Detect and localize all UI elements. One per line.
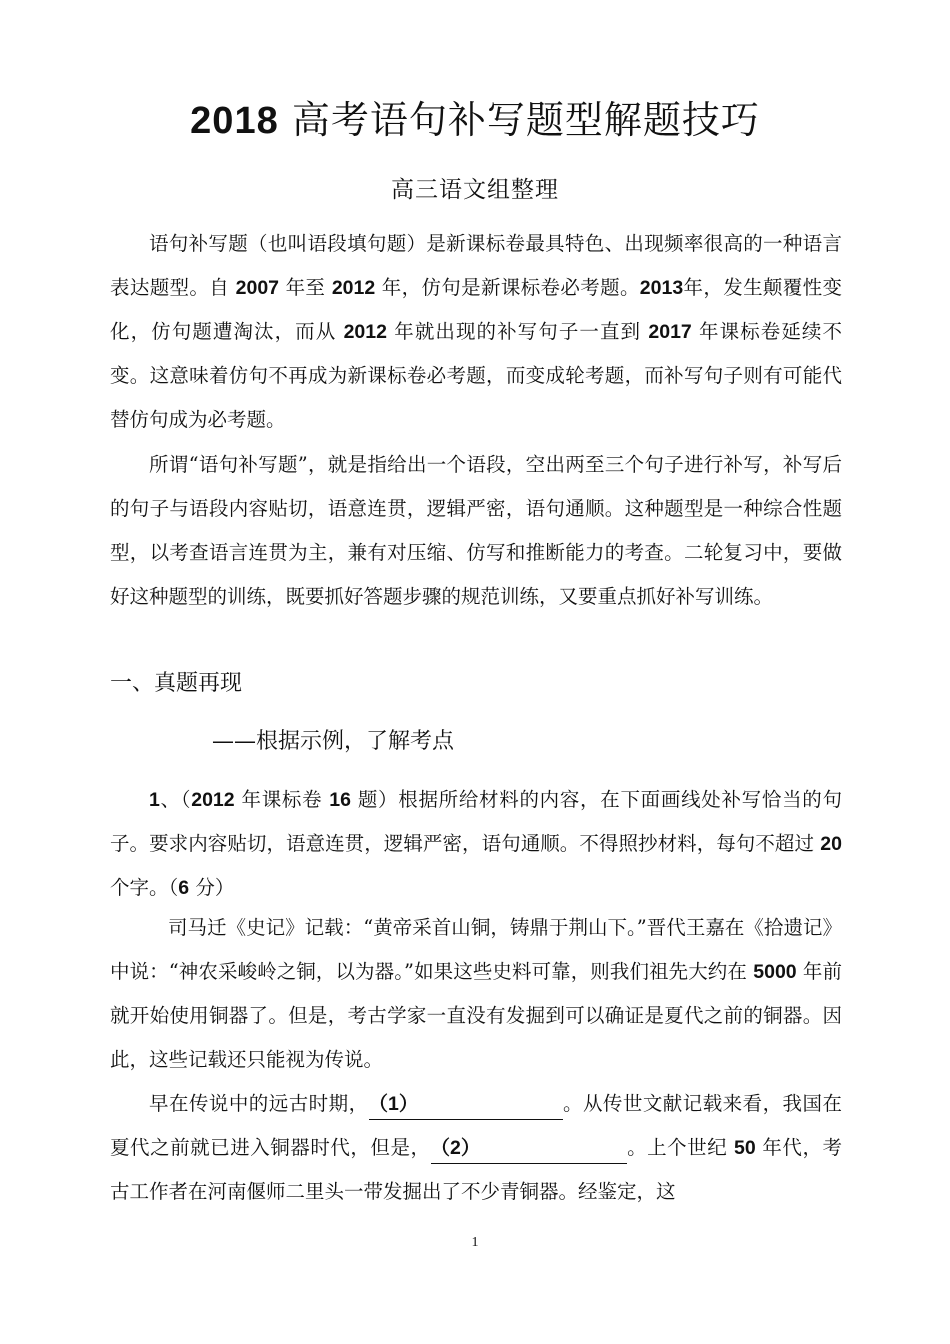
document-title xyxy=(0,92,950,149)
document-subtitle: 高三语文组整理 xyxy=(391,177,559,203)
text-run: 。从传世文献记载来看，我国在夏代之前就已进入铜器时代，但是， xyxy=(110,1092,842,1159)
fill-in-passage xyxy=(110,1082,842,1214)
year-2017: 2017 xyxy=(648,321,692,343)
text-run: 、（ xyxy=(159,788,192,811)
text-run: 年课标卷 xyxy=(234,788,330,811)
text-run: 司马迁《史记》记载：“黄帝采首山铜，铸鼎于荆山下。”晋代王嘉在《拾遗记》中说：“神农采峻岭之铜，以为器。”如果这些史料可靠，则我们祖先大约在 xyxy=(110,916,842,983)
text-run: 个字。（ xyxy=(110,876,179,899)
answer-blank-1[interactable]: （1） xyxy=(369,1089,563,1120)
text-run: 早在传说中的远古时期， xyxy=(149,1092,369,1115)
word-limit: 20 xyxy=(820,833,842,855)
text-run: 年代，考古工作者在河南偃师二里头一带发掘出了不少青铜器。经鉴定，这 xyxy=(110,1136,843,1203)
text-run: 分） xyxy=(189,876,235,899)
text-run: 年，仿句是新课标卷必考题。 xyxy=(375,276,640,299)
decade-value: 50 xyxy=(733,1137,756,1159)
text-run: 年前就开始使用铜器了。但是，考古学家一直没有发掘到可以确证是夏代之前的铜器。因此，这些记载还只能视为传说。 xyxy=(110,960,843,1071)
text-run: 年课标卷延续不变。这意味着仿句不再成为新课标卷必考题，而变成轮考题，而补写句子则有可能代替仿句成为必考题。 xyxy=(110,320,842,431)
question-year: 2012 xyxy=(191,789,235,811)
title-text: 高考语句补写题型解题技巧 xyxy=(291,98,760,142)
section-heading: 一、真题再现 xyxy=(110,671,243,696)
text-run: 题）根据所给材料的内容，在下面画线处补写恰当的句子。要求内容贴切，语意连贯，逻辑严密，语句通顺。不得照抄材料，每句不超过 xyxy=(110,788,842,855)
material-paragraph xyxy=(110,906,842,1082)
page-number: 1 xyxy=(471,1235,479,1250)
year-2012-b: 2012 xyxy=(343,321,387,343)
intro-paragraph-1 xyxy=(110,222,842,442)
year-2007: 2007 xyxy=(235,277,280,299)
question-index: 16 xyxy=(329,789,351,811)
text-run: 年就出现的补写句子一直到 xyxy=(386,320,649,343)
answer-blank-2[interactable]: （2） xyxy=(431,1133,627,1164)
year-2013: 2013 xyxy=(639,277,684,299)
question-number: 1 xyxy=(149,789,160,811)
title-year: 2018 xyxy=(190,100,279,142)
years-value: 5000 xyxy=(753,961,797,983)
text-run: 年至 xyxy=(279,276,332,299)
question-1-prompt xyxy=(110,778,842,910)
text-run: 年，发生颠覆性变化，仿句题遭淘汰，而从 xyxy=(110,276,842,343)
year-2012: 2012 xyxy=(331,277,376,299)
section-subheading: ——根据示例，了解考点 xyxy=(212,729,455,754)
score-value: 6 xyxy=(178,877,190,899)
text-run: 。上个世纪 xyxy=(626,1136,734,1159)
text-run: 语句补写题（也叫语段填句题）是新课标卷最具特色、出现频率很高的一种语言表达题型。自 xyxy=(110,232,842,299)
intro-paragraph-2: 所谓“语句补写题”，就是指给出一个语段，空出两至三个句子进行补写，补写后的句子与语段内容贴切，语意连贯，逻辑严密，语句通顺。这种题型是一种综合性题型，以考查语言连贯为主，兼有对压缩、仿写和推断能力的考查。二轮复习中，要做好这种题型的训练，既要抓好答题步骤的规范训练，又要重点抓好补写训练。 xyxy=(110,453,842,608)
